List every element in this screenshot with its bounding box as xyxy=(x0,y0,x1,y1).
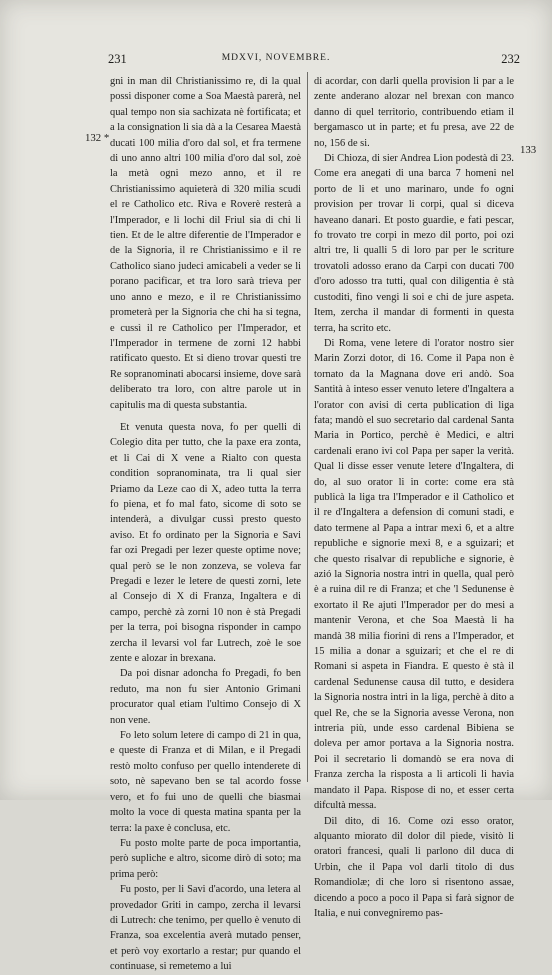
paragraph: Fu posto, per li Savi d'acordo, una letera al provedador Griti in campo, zercha il levarsi di Lutrech: che tenimo, per quello è venuto di Franza, soa excelentia averà mutado penser, et però voy exortarlo a restar; pur quando el continuase, si remetemo a lui xyxy=(110,884,301,973)
paragraph: Et venuta questa nova, fo per quelli di Colegio dita per tutto, che la paxe era zonta, et li Cai di X vene a Rialto con questa condition sopranominata, tra li qual sier Priamo da Leze cao di X, adeo tutta la terra fo piena, et fo mal fato, sicome di soto se intenderà, a divulgar cussì presto questo aviso. Et fo ordinato per la Signoria e Savi far ozi Pregadi per lezer queste optime nove; qual però se le non zonzeva, se voleva far Pregadi e lezer le letere de questi zorni, lete al Consejo di X di Franza, Ingaltera e di campo, perchè zà zorni 10 non è stà Pregadi per la terra, poi bisogna risponder in campo zercha il levarsi vol far Lutrech, zoè le soe zente e alozar in brexana. xyxy=(110,421,301,665)
paragraph: Fu posto molte parte de poca importantia, però supliche e altro, sicome dirò di soto; ma prima però: xyxy=(110,837,301,880)
paragraph: Fo leto solum letere di campo di 21 in qua, e queste di Franza et di Milan, e il Pregadi restò molto confuso per quello intenderete di soto, nè sapevano ben se tal acordo fosse vero, et fo fui uno de quelli che biasmai molto la voce di questa matina spanta per la terra: la paxe è conclusa, etc. xyxy=(110,730,301,834)
page-number-right: 232 xyxy=(501,52,520,66)
margin-note-left: 132 * xyxy=(85,132,110,144)
running-title: MDXVI, NOVEMBRE. xyxy=(221,53,331,63)
left-column xyxy=(110,74,301,975)
margin-note-right: 133 xyxy=(520,144,537,156)
column-divider xyxy=(307,72,308,782)
right-column xyxy=(314,74,514,921)
page-number-left: 231 xyxy=(108,52,127,66)
paragraph: Di Roma, vene letere di l'orator nostro sier Marin Zorzi dotor, di 16. Come il Papa non è tornato da la Magnana dove eri andò. Soa Santità à inteso esser venuto letere d'Ingaltera a l'orator con avisi di certa publication di liga fata; mandò el suo secretario dal cardenal Santa Maria in Portico, perchè è Medici, e altri cardenali erano ivi col Papa per saper la verità. Qual li disse esser venute letere d'Ingaltera, di do, al suo orator li in corte: come era stà publicà la liga tra l'Imperador e il Catholico et il re d'Ingaltera a defension di comuni stadi, e dato termene al Papa a intrar mexi 6, et a altre republiche e signorie mexi 8, e a sguizari; et che questo risalvar di republiche e signorie, è azió la Signoria nostra intri in quella, qual però è a ruina dil re di Franza; et che 'l Sedunense è exortato il Re ajuti l'Imperador per do mesi a mantenir Verona, et che Soa Maestà li ha mandà 38 milia fiorini di rens a l'Imperador, et 15 milia a donar a sguizari; et che el re di Romani si aspeta in Fiandra. E questo è stà il cardenal Sedunense causa dil tutto, e desidera la Signoria nostra intri in la liga, perchè à dito a quel Re, che se la Signoria avesse Verona, non intreria più, unde esso cardenal Bibiena se doleva per amor portava a la Signoria nostra. Poi il secretario li domandò se era nova di Franza zercha la risposta a li articoli li havia mandato il Papa. Rispose di no, et esser certa difcultà messa. xyxy=(314,337,514,812)
paragraph: Di Chioza, di sier Andrea Lion podestà di 23. Come era anegati di una barca 7 homeni nel porto de li et uno marinaro, unde fo ogni provision per trovar li corpi, qual si diceva haveano danari. Et posto guardie, e fati pescar, fo trovato tre corpi in mezo dil porto, poi ozi altri tre, li qualli 5 di loro par per le scriture trovatoli adosso erano da Carpi con ducati 700 d'oro adosso tra tutti, qual con diligentia è stà custoditi, fino vengi li soi e chi de jure aspeta. Item, zercha il mandar di formenti in questa terra, ha scrito etc. xyxy=(314,153,514,334)
paragraph: gni in man dil Christianissimo re, di la qual possi disponer come a Soa Maestà parerà, nel qual tempo non sia sachizata nè fortificata; et a la consignation li sia dà a la Cesarea Maestà ducati 100 milia d'oro dal sol, et fra termene di uno anno altri 100 milia d'oro dal sol, zoè la metà ogni mezo anno, et il re Christianissimo aquieterà di 320 milia scudi el re Catholico etc. Riva e Roverè resterà a l'Imperador, e li lochi dil Friul sia di chi li tien. Et de le altre diferentie de l'Imperador e de la Signoria, il re Christianissimo e il re Catholico siano judeci amicabeli a veder se li porano pacificar, et tra loro sarà trieva per uno anno e mezo, e il re Christianissimo prometerà per la Signoria che chi ha si tegna, e cussì il re Catholico per l'Imperador, et l'Imperador in termene de zorni 12 habbi ratificato questo. Et si dieno trovar questi tre Re sopranominati abocarsi insieme, dove sarà deliberato tra loro, con altre parole ut in capitulis ma di questa substantia. xyxy=(110,76,301,411)
paragraph: Da poi disnar adoncha fo Pregadi, fo ben reduto, ma non fu sier Antonio Grimani procurator qual etiam l'ultimo Consejo di X non vene. xyxy=(110,668,301,726)
page-header xyxy=(0,52,552,68)
paragraph: di acordar, con darli quella provision li par a le zente anderano alozar nel brexan con manco danno di quel territorio, contribuendo etiam il bergamasco ut in parte; et fu presa, ave 22 de no, 156 de si. xyxy=(314,76,514,149)
paragraph: Dil dito, di 16. Come ozi esso orator, alquanto miorato dil dolor dil piede, visitò li oratori francesi, quali li parlono dil duca di Urbin, che il Papa vol darli titolo di dus Romandiolæ; di che loro si risentono assae, dicendo a poco a poco il Papa si farà signor de Italia, e nui convegniremo pas- xyxy=(314,815,514,919)
